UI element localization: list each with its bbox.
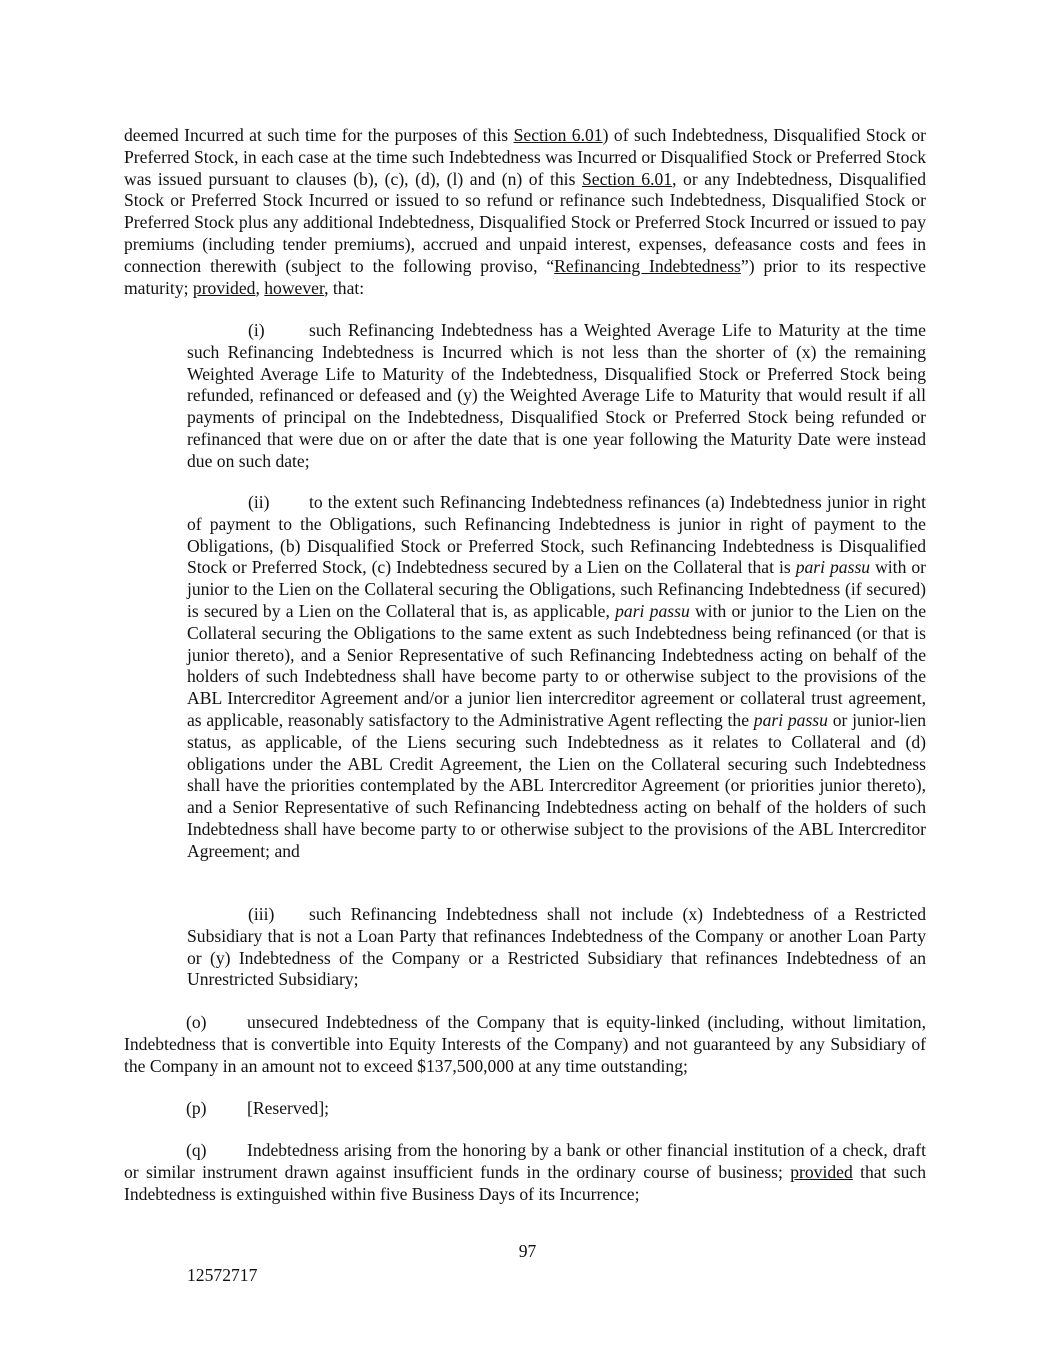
subclause-i <box>187 320 926 473</box>
clause-label <box>124 1140 247 1162</box>
label-text: (iii) <box>248 904 275 924</box>
text-run: ) of such Indebtedness, Disqualified Stock or Preferred Stock, in each case at the time such Indebtedness was Incurred or Disqualified Stock or Preferred Stock was issued pursuant to clauses (b), (c), (d), (l) and (n) of this <box>124 125 926 189</box>
paragraph-continuation <box>124 125 926 299</box>
clause-q <box>124 1140 926 1205</box>
provided-term: provided <box>192 277 256 298</box>
text-run: , or any Indebtedness, Disqualified Stock or Preferred Stock Incurred or issued to so refund or refinance such Indebtedness, Disqualified Stock or Preferred Stock plus any additional Indebtedness, Disqualified Stock or Preferred Stock Incurred or issued to pay premiums (including tender premiums), accrued and unpaid interest, expenses, defeasance costs and fees in connection therewith (subject to the following proviso, “ <box>124 168 926 276</box>
subclause-label <box>187 492 309 514</box>
subclause-text: such Refinancing Indebtedness has a Weighted Average Life to Maturity at the time such Refinancing Indebtedness is Incurred which is not less than the shorter of (x) the remaining Weighted Average Life to Maturity of the Indebtedness, Disqualified Stock or Preferred Stock being refunded, refinanced or defeased and (y) the Weighted Average Life to Maturity that would result if all payments of principal on the Indebtedness, Disqualified Stock or Preferred Stock being refunded or refinanced that were due on or after the date that is one year following the Maturity Date were instead due on such date; <box>187 320 926 471</box>
text-run: , that: <box>324 277 365 298</box>
text-run: ”) prior to its respective maturity; <box>124 255 926 298</box>
clause-text: [Reserved]; <box>247 1098 330 1118</box>
text-run: to the extent such Refinancing Indebtedness refinances (a) Indebtedness junior in right of payment to the Obligations, such Refinancing Indebtedness is junior in right of payment to the Obligations, (b) Disqualified Stock or Preferred Stock, such Refinancing Indebtedness is Disqualified Stock or Preferred Stock, (c) Indebtedness secured by a Lien on the Collateral that is <box>187 492 926 578</box>
text-run: with or junior to the Lien on the Collateral securing the Obligations, such Refinancing Indebtedness (if secured) is secured by a Lien on the Collateral that is, as applicable, <box>187 557 927 621</box>
clause-p <box>124 1098 926 1120</box>
subclause-label <box>187 320 309 342</box>
text-run: Indebtedness arising from the honoring by a bank or other financial institution of a check, draft or similar instrument drawn against insufficient funds in the ordinary course of business; <box>124 1140 926 1182</box>
page-number: 97 <box>518 1241 537 1261</box>
subclause-label <box>187 904 309 926</box>
text-run: with or junior to the Lien on the Collateral securing the Obligations to the same extent as such Indebtedness being refinanced (or that is junior thereto), and a Senior Representative of such Refinancing Indebtedness acting on behalf of the holders of such Indebtedness shall have become party to or otherwise subject to the provisions of the ABL Intercreditor Agreement and/or a junior lien intercreditor agreement or collateral trust agreement, as applicable, reasonably satisfactory to the Administrative Agent reflecting the <box>187 600 927 730</box>
clause-label <box>124 1098 247 1120</box>
label-text: (i) <box>248 320 265 340</box>
clause-o <box>124 1012 926 1077</box>
subclause-ii <box>187 492 926 863</box>
italic-term: pari passu <box>753 709 828 730</box>
italic-term: pari passu <box>615 600 690 621</box>
italic-term: pari passu <box>795 557 871 578</box>
label-text: (q) <box>186 1140 207 1160</box>
subclause-iii <box>187 904 926 991</box>
however-term: however <box>264 277 325 298</box>
text-run: deemed Incurred at such time for the purposes of this <box>124 125 514 145</box>
document-id: 12572717 <box>187 1265 258 1285</box>
section-reference: Section 6.01 <box>513 125 603 145</box>
label-text: (ii) <box>248 492 270 512</box>
clause-text: unsecured Indebtedness of the Company that is equity-linked (including, without limitation, Indebtedness that is convertible into Equity Interests of the Company) and not guaranteed by any Subsidiary of the Company in an amount not to exceed $137,500,000 at any time outstanding; <box>124 1012 926 1076</box>
defined-term: Refinancing Indebtedness <box>554 255 741 276</box>
text-run: that such Indebtedness is extinguished within five Business Days of its Incurrence; <box>124 1161 926 1204</box>
label-text: (p) <box>186 1098 207 1118</box>
subclause-text: such Refinancing Indebtedness shall not include (x) Indebtedness of a Restricted Subsidiary that is not a Loan Party that refinances Indebtedness of the Company or another Loan Party or (y) Indebtedness of the Company or a Restricted Subsidiary that refinances Indebtedness of an Unrestricted Subsidiary; <box>187 904 926 990</box>
clause-label <box>124 1012 247 1034</box>
label-text: (o) <box>186 1012 207 1032</box>
section-reference: Section 6.01 <box>581 168 673 189</box>
provided-term: provided <box>790 1161 853 1182</box>
text-run: , <box>255 277 265 298</box>
text-run: or junior-lien status, as applicable, of the Liens securing such Indebtedness as it relates to Collateral and (d) obligations under the ABL Credit Agreement, the Lien on the Collateral securing such Indebtedness shall have the priorities contemplated by the ABL Intercreditor Agreement (or priorities junior thereto), and a Senior Representative of such Refinancing Indebtedness acting on behalf of the holders of such Indebtedness shall have become party to or otherwise subject to the provisions of the ABL Intercreditor Agreement; and <box>187 709 927 861</box>
